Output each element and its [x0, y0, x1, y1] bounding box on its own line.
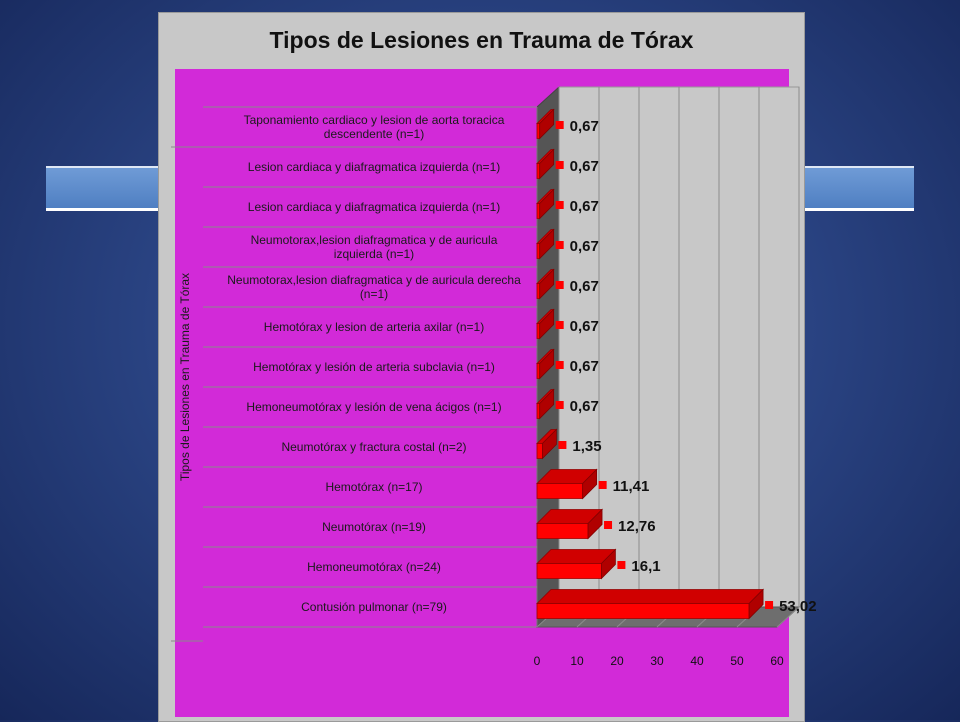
value-marker	[556, 201, 564, 209]
left-decor-band	[46, 166, 162, 211]
x-tick-label: 60	[770, 654, 784, 668]
category-label: Lesion cardiaca y diafragmatica izquierda (n=1)	[247, 200, 501, 214]
value-label: 0,67	[569, 158, 599, 175]
value-label: 12,76	[618, 518, 656, 535]
x-tick-label: 20	[610, 654, 624, 668]
value-label: 0,67	[569, 118, 599, 135]
value-label: 0,67	[569, 198, 599, 215]
value-label: 0,67	[569, 318, 599, 335]
category-label: Taponamiento cardiaco y lesion de aorta toracica	[243, 113, 505, 127]
bar	[537, 164, 540, 179]
value-marker	[556, 401, 564, 409]
y-axis-title: Tipos de Lesiones en Trauma de Tórax	[178, 272, 192, 482]
category-label: Neumotórax y fractura costal (n=2)	[281, 440, 467, 454]
bar	[537, 364, 540, 379]
value-marker	[556, 161, 564, 169]
category-label: Lesion cardiaca y diafragmatica izquierda (n=1)	[247, 160, 501, 174]
x-tick-label: 0	[533, 654, 541, 668]
value-marker	[556, 241, 564, 249]
value-marker	[556, 121, 564, 129]
value-marker	[556, 361, 564, 369]
value-marker	[556, 321, 564, 329]
category-label: Neumotorax,lesion diafragmatica y de auricula	[250, 233, 498, 247]
bar	[537, 284, 540, 299]
category-label: Hemotórax y lesión de arteria subclavia (n=1)	[253, 360, 495, 374]
category-label: Hemotórax (n=17)	[325, 480, 423, 494]
category-label: Contusión pulmonar (n=79)	[301, 600, 447, 614]
value-marker	[617, 561, 625, 569]
value-label: 16,1	[631, 558, 661, 575]
category-label: Neumotórax (n=19)	[322, 520, 426, 534]
value-marker	[556, 281, 564, 289]
category-label: Hemotórax y lesion de arteria axilar (n=1)	[263, 320, 485, 334]
bar	[537, 524, 588, 539]
bar-top	[537, 590, 763, 604]
bar	[537, 564, 601, 579]
x-tick-label: 40	[690, 654, 704, 668]
bar-chart	[159, 13, 817, 721]
value-label: 0,67	[569, 238, 599, 255]
bar	[537, 444, 542, 459]
x-tick-label: 30	[650, 654, 664, 668]
category-label: Neumotorax,lesion diafragmatica y de auricula derecha	[227, 273, 521, 287]
bar	[537, 404, 540, 419]
bar	[537, 604, 749, 619]
value-label: 11,41	[612, 478, 650, 495]
bar	[537, 324, 540, 339]
value-marker	[558, 441, 566, 449]
value-marker	[599, 481, 607, 489]
bar	[537, 484, 583, 499]
value-label: 53,02	[779, 598, 817, 615]
right-decor-band	[800, 166, 914, 211]
chart-title: Tipos de Lesiones en Trauma de Tórax	[269, 27, 694, 53]
category-label: Hemoneumotórax (n=24)	[307, 560, 441, 574]
bar	[537, 244, 540, 259]
value-label: 0,67	[569, 398, 599, 415]
chart-card	[158, 12, 817, 722]
category-label: descendente (n=1)	[323, 127, 425, 141]
value-marker	[765, 601, 773, 609]
value-marker	[604, 521, 612, 529]
value-label: 0,67	[569, 278, 599, 295]
x-tick-label: 10	[570, 654, 584, 668]
bar	[537, 124, 540, 139]
category-label: Hemoneumotórax y lesión de vena ácigos (n=1)	[246, 400, 502, 414]
x-tick-label: 50	[730, 654, 744, 668]
category-label: (n=1)	[359, 287, 389, 301]
value-label: 1,35	[572, 438, 602, 455]
value-label: 0,67	[569, 358, 599, 375]
category-label: izquierda (n=1)	[333, 247, 415, 261]
bar	[537, 204, 540, 219]
